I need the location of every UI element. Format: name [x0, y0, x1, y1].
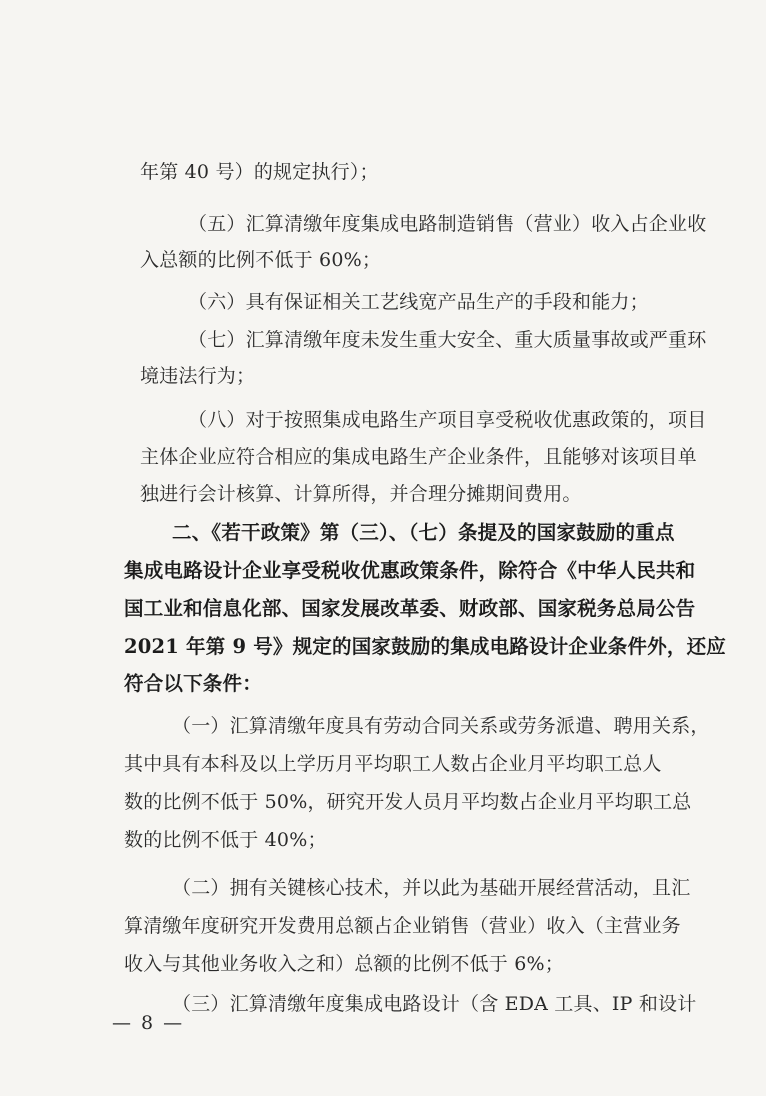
- text-line: 独进行会计核算、计算所得，并合理分摊期间费用。: [140, 483, 582, 505]
- text-line: 主体企业应符合相应的集成电路生产企业条件，且能够对该项目单: [140, 446, 697, 468]
- text-line: 其中具有本科及以上学历月平均职工人数占企业月平均职工总人: [124, 753, 662, 775]
- text-line: （七）汇算清缴年度未发生重大安全、重大质量事故或严重环: [188, 329, 707, 351]
- text-line: （三）汇算清缴年度集成电路设计（含 EDA 工具、IP 和设计: [172, 993, 697, 1015]
- text-line: （六）具有保证相关工艺线宽产品生产的手段和能力；: [188, 291, 649, 313]
- text-line: （二）拥有关键核心技术，并以此为基础开展经营活动，且汇: [172, 877, 691, 899]
- section-heading-line: 符合以下条件：: [124, 672, 262, 695]
- section-heading-line: 2021 年第 9 号》规定的国家鼓励的集成电路设计企业条件外，还应: [124, 635, 727, 658]
- text-line: 境违法行为；: [140, 365, 256, 387]
- text-line: 年第 40 号）的规定执行）；: [140, 161, 379, 183]
- text-line: （一）汇算清缴年度具有劳动合同关系或劳务派遣、聘用关系，: [172, 715, 710, 737]
- text-line: 收入与其他业务收入之和）总额的比例不低于 6%；: [124, 953, 564, 975]
- text-line: 入总额的比例不低于 60%；: [140, 249, 382, 271]
- section-heading-line: 集成电路设计企业享受税收优惠政策条件，除符合《中华人民共和: [124, 559, 696, 582]
- text-line: 数的比例不低于 50%，研究开发人员月平均数占企业月平均职工总: [124, 791, 692, 813]
- text-line: 算清缴年度研究开发费用总额占企业销售（营业）收入（主营业务: [124, 915, 681, 937]
- text-line: 数的比例不低于 40%；: [124, 829, 327, 851]
- text-line: （八）对于按照集成电路生产项目享受税收优惠政策的，项目: [188, 409, 707, 431]
- page-number: — 8 —: [112, 1012, 185, 1034]
- text-line: （五）汇算清缴年度集成电路制造销售（营业）收入占企业收: [188, 213, 707, 235]
- section-heading-line: 二、《若干政策》第（三）、（七）条提及的国家鼓励的重点: [172, 521, 675, 544]
- section-heading-line: 国工业和信息化部、国家发展改革委、财政部、国家税务总局公告: [124, 597, 696, 620]
